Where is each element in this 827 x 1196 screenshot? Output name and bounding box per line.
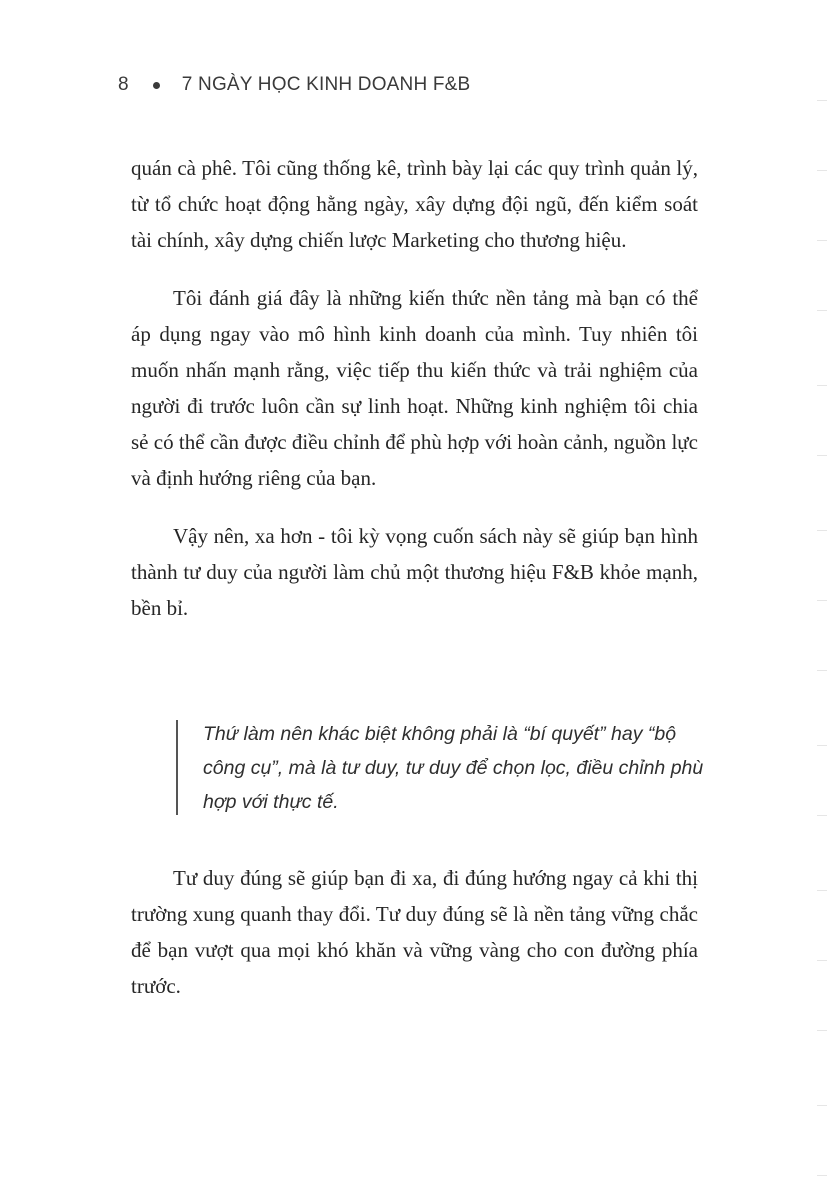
main-text-upper (131, 150, 698, 626)
paragraph-2: Tôi đánh giá đây là những kiến thức nền tảng mà bạn có thể áp dụng ngay vào mô hình kinh doanh của mình. Tuy nhiên tôi muốn nhấn mạnh rằng, việc tiếp thu kiến thức và trải nghiệm của người đi trước luôn cần sự linh hoạt. Những kinh nghiệm tôi chia sẻ có thể cần được điều chỉnh để phù hợp với hoàn cảnh, nguồn lực và định hướng riêng của bạn. (131, 286, 698, 490)
main-text-lower (131, 860, 698, 1004)
paragraph-3: Vậy nên, xa hơn - tôi kỳ vọng cuốn sách này sẽ giúp bạn hình thành tư duy của người làm chủ một thương hiệu F&B khỏe mạnh, bền bỉ. (131, 524, 698, 620)
pull-quote: Thứ làm nên khác biệt không phải là “bí quyết” hay “bộ công cụ”, mà là tư duy, tư duy để chọn lọc, điều chỉnh phù hợp với thực tế. (203, 723, 704, 813)
quote-bar (176, 720, 178, 815)
running-header (118, 70, 470, 100)
paragraph-1: quán cà phê. Tôi cũng thống kê, trình bày lại các quy trình quản lý, từ tổ chức hoạt động hằng ngày, xây dựng đội ngũ, đến kiểm soát tài chính, xây dựng chiến lược Marketing cho thương hiệu. (131, 156, 698, 252)
page-edge-marks (817, 0, 827, 1196)
bullet-dot-icon (153, 82, 160, 89)
paragraph-4: Tư duy đúng sẽ giúp bạn đi xa, đi đúng hướng ngay cả khi thị trường xung quanh thay đổi. Tư duy đúng sẽ là nền tảng vững chắc để bạn vượt qua mọi khó khăn và vững vàng cho con đường phía trước. (131, 866, 698, 998)
book-title: 7 NGÀY HỌC KINH DOANH F&B (181, 74, 471, 95)
page-number: 8 (118, 74, 129, 95)
